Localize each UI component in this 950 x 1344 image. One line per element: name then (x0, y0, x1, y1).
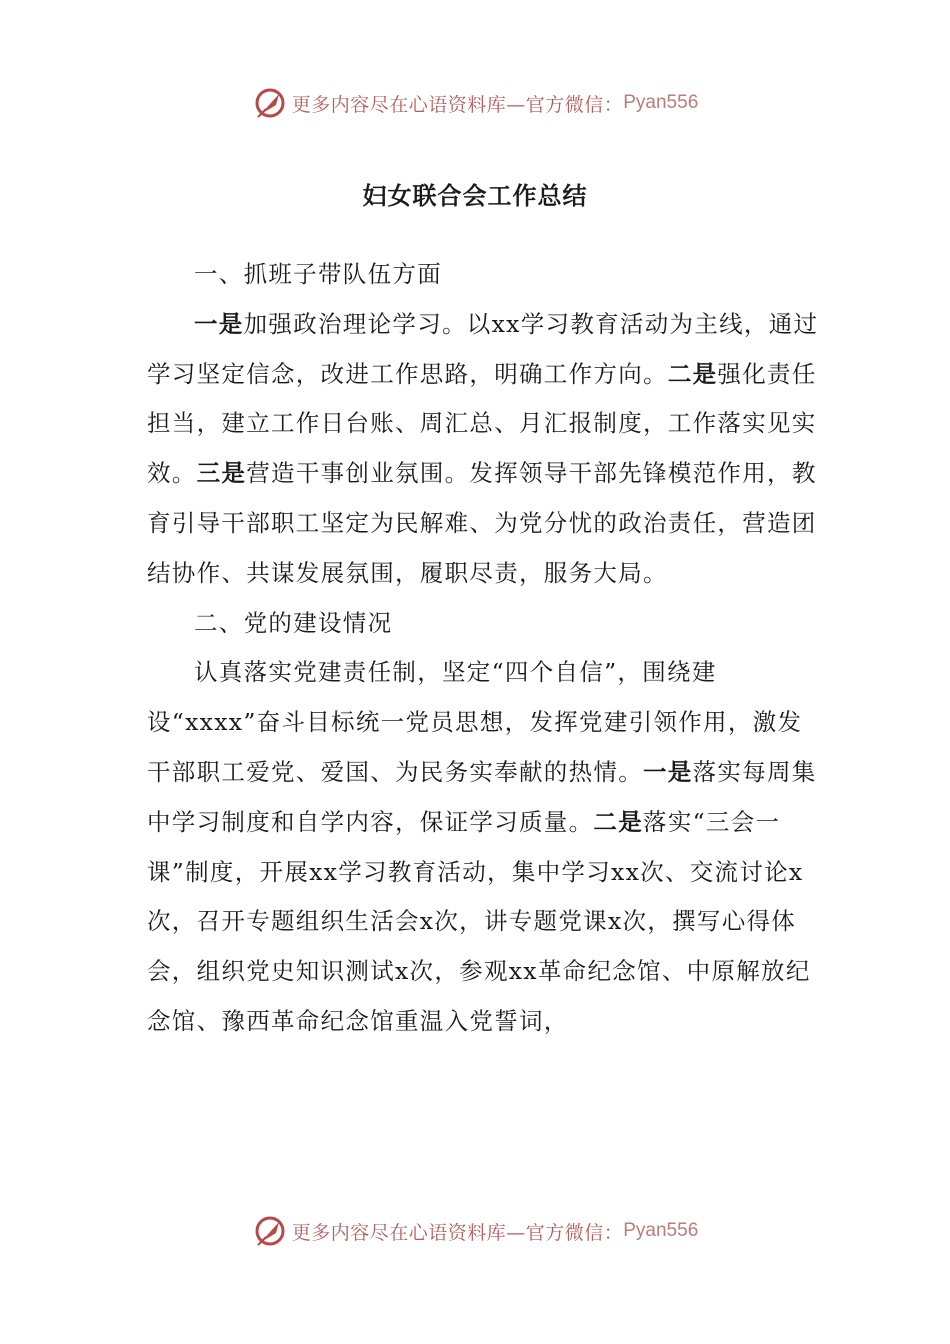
paragraph-text: 加强政治理论学习。以xx学习教育活动为主线，通过学习坚定信念，改进工作思路，明确工作方向。 (147, 309, 819, 388)
section1-heading: 一、抓班子带队伍方面 (194, 260, 442, 288)
document-body (147, 250, 823, 1047)
section2-paragraph (147, 648, 823, 1046)
watermark-text: 更多内容尽在心语资料库—官方微信： (291, 1221, 624, 1244)
quill-logo-icon (252, 1213, 288, 1249)
paragraph-text: 强化责任担当，建立工作日台账、周汇总、月汇报制度，工作落实见实效。 (147, 359, 817, 488)
bold-marker: 二是 (593, 807, 644, 836)
bold-marker: 一是 (194, 309, 244, 338)
bold-marker: 三是 (196, 459, 247, 488)
section2-heading: 二、党的建设情况 (194, 608, 393, 637)
bold-marker: 二是 (667, 359, 718, 388)
quill-logo-icon (252, 85, 288, 121)
watermark-id: Pyan556 (623, 1220, 699, 1241)
page-title: 妇女联合会工作总结 (362, 181, 588, 210)
paragraph-text: 营造干事创业氛围。发挥领导干部先锋模范作用，教育引导干部职工坚定为民解难、为党分忧的政治责任，营造团结协作、共谋发展氛围，履职尽责，服务大局。 (147, 459, 817, 587)
watermark-id: Pyan556 (623, 92, 699, 113)
header-watermark (0, 81, 950, 125)
paragraph-text: 认真落实党建责任制，坚定“四个自信”，围绕建设“xxxx”奋斗目标统一党员思想，发挥党建引领作用，激发干部职工爱党、爱国、为民务实奉献的热情。 (147, 658, 803, 786)
footer-watermark (0, 1209, 950, 1253)
section1-paragraph (147, 300, 823, 599)
paragraph-text: 落实“三会一课”制度，开展xx学习教育活动，集中学习xx次、交流讨论x次，召开专题组织生活会x次，讲专题党课x次，撰写心得体会，组织党史知识测试x次，参观xx革命纪念馆、中原解放纪念馆、豫西革命纪念馆重温入党誓词， (147, 807, 811, 1035)
watermark-text: 更多内容尽在心语资料库—官方微信： (291, 93, 624, 116)
paragraph-text: 落实每周集中学习制度和自学内容，保证学习质量。 (147, 757, 817, 836)
bold-marker: 一是 (643, 757, 693, 786)
